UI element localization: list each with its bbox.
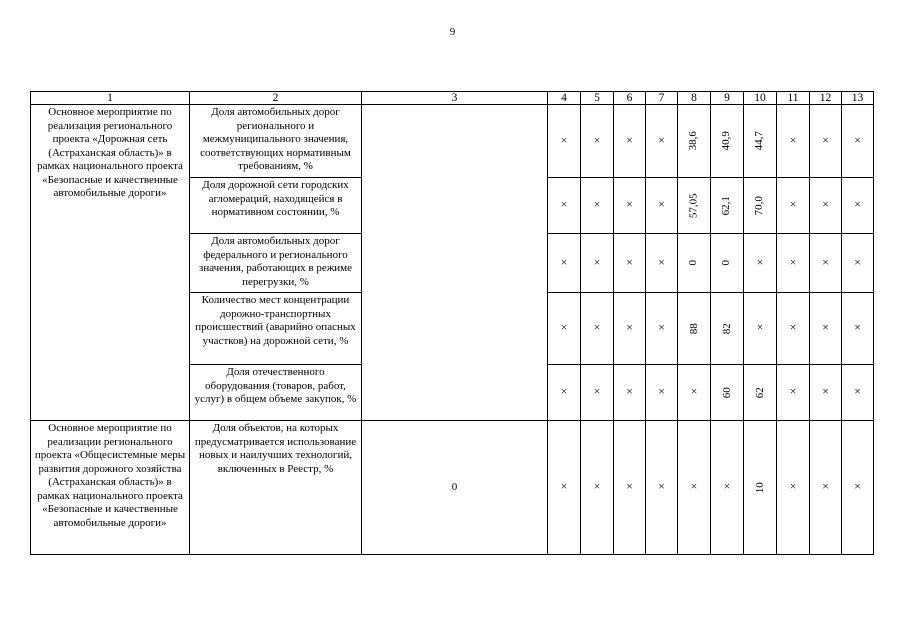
not-applicable-mark: × — [560, 479, 568, 494]
indicator-cell — [190, 105, 362, 178]
value-cell — [548, 234, 581, 293]
value-cell — [614, 365, 646, 421]
value-cell — [646, 178, 678, 234]
value-text: 62,1 — [720, 195, 733, 216]
value-cell — [842, 178, 874, 234]
value-cell — [678, 234, 711, 293]
value-cell — [842, 365, 874, 421]
value-cell — [548, 105, 581, 178]
indicator-cell — [190, 293, 362, 365]
value-text: 70,0 — [753, 195, 766, 216]
value-cell — [810, 178, 842, 234]
col-header: 1 — [31, 92, 190, 105]
col-header: 12 — [810, 92, 842, 105]
not-applicable-mark: × — [690, 479, 698, 494]
table-row — [31, 105, 874, 178]
value-cell — [777, 365, 810, 421]
value-cell — [810, 105, 842, 178]
header-row — [31, 92, 874, 105]
value-cell — [744, 421, 777, 555]
value-cell — [678, 421, 711, 555]
indicator-text: Доля дорожной сети городских агломераций, находящейся в нормативном состоянии, % — [202, 179, 349, 218]
value-cell — [581, 293, 614, 365]
value-cell — [646, 234, 678, 293]
not-applicable-mark: × — [626, 132, 633, 147]
not-applicable-mark: × — [854, 384, 861, 399]
indicator-cell — [190, 365, 362, 421]
value-text: 44,7 — [753, 131, 766, 151]
not-applicable-mark: × — [658, 320, 665, 335]
not-applicable-mark: × — [560, 254, 568, 269]
not-applicable-mark: × — [822, 132, 829, 147]
not-applicable-mark: × — [593, 320, 601, 335]
value-cell — [777, 234, 810, 293]
indicator-cell — [190, 178, 362, 234]
indicator-cell — [190, 421, 362, 555]
not-applicable-mark: × — [854, 254, 861, 269]
not-applicable-mark: × — [822, 479, 829, 494]
value-cell — [581, 234, 614, 293]
value-cell — [581, 421, 614, 555]
value-cell — [842, 234, 874, 293]
not-applicable-mark: × — [658, 132, 665, 147]
measure-text: Основное мероприятие по реализация регионального проекта «Дорожная сеть (Астраханская область)» в рамках национального проекта «Безопасные и качественные автомобильные дороги» — [37, 106, 183, 199]
value-cell — [842, 421, 874, 555]
col3-cell — [362, 105, 548, 421]
value-text: 38,6 — [687, 131, 700, 151]
value-cell — [678, 293, 711, 365]
not-applicable-mark: × — [822, 320, 829, 335]
not-applicable-mark: × — [626, 479, 633, 494]
value-cell — [744, 365, 777, 421]
value-cell — [548, 178, 581, 234]
not-applicable-mark: × — [789, 254, 797, 269]
not-applicable-mark: × — [854, 197, 861, 212]
not-applicable-mark: × — [658, 254, 665, 269]
value-cell — [810, 365, 842, 421]
value-cell — [548, 421, 581, 555]
not-applicable-mark: × — [626, 197, 633, 212]
indicator-text: Доля автомобильных дорог федерального и регионального значения, работающих в режиме перегрузки, % — [198, 235, 353, 288]
not-applicable-mark: × — [626, 320, 633, 335]
table-row — [31, 421, 874, 555]
value-cell — [711, 105, 744, 178]
value-cell — [646, 421, 678, 555]
not-applicable-mark: × — [560, 320, 568, 335]
col-header: 2 — [190, 92, 362, 105]
value-cell — [810, 293, 842, 365]
not-applicable-mark: × — [560, 384, 568, 399]
value-text: 40,9 — [720, 131, 733, 151]
value-cell — [810, 234, 842, 293]
value-cell — [581, 178, 614, 234]
value-cell — [744, 293, 777, 365]
value-cell — [614, 234, 646, 293]
col3-value: 0 — [451, 480, 458, 493]
not-applicable-mark: × — [593, 384, 601, 399]
value-cell — [711, 234, 744, 293]
value-cell — [678, 178, 711, 234]
page-number: 9 — [449, 26, 456, 38]
value-cell — [614, 293, 646, 365]
not-applicable-mark: × — [854, 320, 861, 335]
value-cell — [614, 178, 646, 234]
indicator-cell — [190, 234, 362, 293]
not-applicable-mark: × — [756, 254, 764, 269]
col-header: 8 — [678, 92, 711, 105]
indicators-table — [30, 91, 874, 555]
not-applicable-mark: × — [822, 384, 829, 399]
not-applicable-mark: × — [854, 132, 861, 147]
not-applicable-mark: × — [854, 479, 861, 494]
value-cell — [777, 293, 810, 365]
indicator-text: Доля отечественного оборудования (товаров, работ, услуг) в общем объеме закупок, % — [194, 366, 357, 405]
not-applicable-mark: × — [756, 320, 764, 335]
value-cell — [744, 234, 777, 293]
not-applicable-mark: × — [658, 197, 665, 212]
value-cell — [614, 105, 646, 178]
value-text: 10 — [753, 482, 766, 493]
not-applicable-mark: × — [593, 132, 601, 147]
not-applicable-mark: × — [690, 384, 698, 399]
not-applicable-mark: × — [593, 197, 601, 212]
value-cell — [678, 365, 711, 421]
col-header: 6 — [614, 92, 646, 105]
value-cell — [711, 365, 744, 421]
value-text: 88 — [687, 323, 700, 334]
not-applicable-mark: × — [658, 384, 665, 399]
value-cell — [548, 293, 581, 365]
not-applicable-mark: × — [822, 197, 829, 212]
col-header: 3 — [362, 92, 548, 105]
col-header: 9 — [711, 92, 744, 105]
value-text: 57,05 — [687, 193, 700, 218]
indicator-text: Количество мест концентрации дорожно-транспортных происшествий (аварийно опасных участков) на дорожной сети, % — [195, 294, 356, 347]
not-applicable-mark: × — [626, 384, 633, 399]
value-cell — [777, 178, 810, 234]
not-applicable-mark: × — [658, 479, 665, 494]
measure-cell — [31, 105, 190, 421]
not-applicable-mark: × — [789, 479, 797, 494]
not-applicable-mark: × — [789, 197, 797, 212]
not-applicable-mark: × — [593, 479, 601, 494]
value-cell — [646, 365, 678, 421]
value-cell — [646, 105, 678, 178]
value-cell — [711, 178, 744, 234]
value-cell — [711, 293, 744, 365]
value-cell — [777, 421, 810, 555]
indicator-text: Доля объектов, на которых предусматривается использование новых и наилучших технологий, включенных в Реестр, % — [194, 422, 357, 475]
value-cell — [744, 178, 777, 234]
not-applicable-mark: × — [560, 197, 568, 212]
indicator-text: Доля автомобильных дорог регионального и межмуниципального значения, соответствующих нормативным требованиям, % — [200, 106, 351, 172]
value-cell — [810, 421, 842, 555]
not-applicable-mark: × — [789, 384, 797, 399]
value-text: 0 — [720, 260, 733, 266]
col-header: 5 — [581, 92, 614, 105]
col-header: 13 — [842, 92, 874, 105]
value-cell — [744, 105, 777, 178]
col-header: 11 — [777, 92, 810, 105]
not-applicable-mark: × — [789, 320, 797, 335]
col-header: 10 — [744, 92, 777, 105]
measure-text: Основное мероприятие по реализации регионального проекта «Общесистемные меры развития дорожного хозяйства (Астраханская область)» в рамках национального проекта «Безопасные и качественные автомобильные дороги» — [34, 422, 186, 529]
value-cell — [678, 105, 711, 178]
value-cell — [548, 365, 581, 421]
value-text: 62 — [753, 387, 766, 398]
value-cell — [842, 105, 874, 178]
value-cell — [842, 293, 874, 365]
not-applicable-mark: × — [593, 254, 601, 269]
not-applicable-mark: × — [560, 132, 568, 147]
col-header: 4 — [548, 92, 581, 105]
col3-cell — [362, 421, 548, 555]
value-cell — [711, 421, 744, 555]
value-cell — [581, 105, 614, 178]
value-cell — [646, 293, 678, 365]
measure-cell — [31, 421, 190, 555]
not-applicable-mark: × — [723, 479, 731, 494]
not-applicable-mark: × — [822, 254, 829, 269]
not-applicable-mark: × — [789, 132, 797, 147]
value-cell — [614, 421, 646, 555]
col-header: 7 — [646, 92, 678, 105]
value-text: 0 — [687, 260, 700, 266]
value-text: 60 — [720, 387, 733, 398]
value-cell — [777, 105, 810, 178]
value-text: 82 — [720, 323, 733, 334]
not-applicable-mark: × — [626, 254, 633, 269]
value-cell — [581, 365, 614, 421]
